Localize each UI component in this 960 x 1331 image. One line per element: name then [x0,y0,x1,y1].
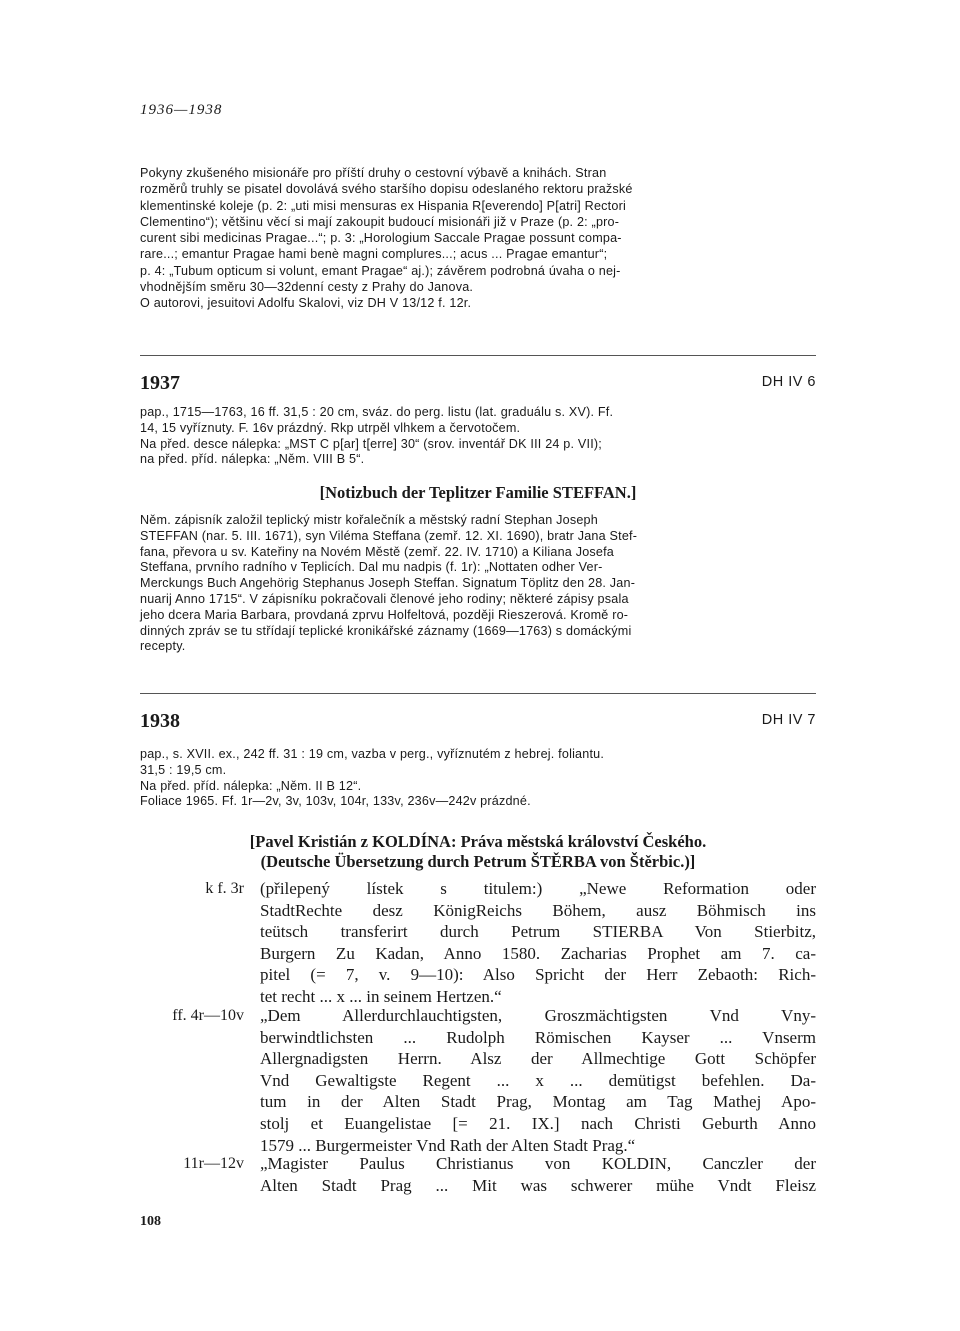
text-line: 1579 ... Burgermeister Vnd Rath der Alten Stadt Prag.“ [260,1135,636,1155]
text-line: Něm. zápisník založil teplický mistr kořalečník a městský radní Stephan Joseph [140,513,598,527]
entry-1937-title [140,483,816,503]
entry-1936-tail [140,165,816,312]
entry-1938-title [140,832,816,872]
text-line: Na před. příd. nálepka: „Něm. II B 12“. [140,778,362,793]
title-line: [Notizbuch der Teplitzer Familie STEFFAN.] [319,483,637,502]
text-line: tet recht ... x ... in seinem Hertzen.“ [260,986,502,1006]
text-line: Foliace 1965. Ff. 1r—2v, 3v, 103v, 104r, 133v, 236v—242v prázdné. [140,794,531,809]
text-line: berwindtlichsten ... Rudolph Römischen Kayser ... Vnserm [260,1027,816,1047]
text-line: dinných zpráv se tu střídají teplické kronikářské záznamy (1669—1763) s domáckými [140,623,632,638]
text-line: Burgern Zu Kadan, Anno 1580. Zacharias Prophet am 7. ca- [260,943,816,963]
running-header: 1936—1938 [140,102,223,118]
text-line: rozměrů truhly se pisatel dovolává svého staršího dopisu odeslaného rektoru pražské [140,182,633,197]
text-line: pap., s. XVII. ex., 242 ff. 31 : 19 cm, vazba v perg., vyříznutém z hebrej. foliantu. [140,747,605,761]
text-line: Pokyny zkušeného misionáře pro příští druhy o cestovní výbavě a knihách. Stran [140,166,607,180]
entry-signature: DH IV 7 [761,712,816,728]
folio-label: ff. 4r—10v [172,1007,244,1024]
folio-label: k f. 3r [205,880,244,897]
title-line: [Pavel Kristián z KOLDÍNA: Práva městská království Českého. [249,832,707,851]
page-number: 108 [140,1214,161,1229]
text-line: Na před. desce nálepka: „MST C p[ar] t[erre] 30“ (srov. inventář DK III 24 p. VII); [140,436,602,451]
entry-signature: DH IV 6 [761,374,816,390]
entry-1938-description [140,747,816,810]
text-line: jeho dcera Maria Barbara, provdaná zprvu Holfeltová, později Rieszerová. Kromě ro- [140,607,629,622]
text-line: teütsch transferirt durch Petrum STIERBA Von Stierbitz, [260,922,816,942]
text-line: p. 4: „Tubum opticum si volunt, emant Pragae“ aj.); závěrem podrobná úvaha o nej- [140,263,621,278]
entry-1937-description [140,405,816,468]
text-line: StadtRechte desz KönigReichs Böhem, ausz Böhmisch ins [260,900,816,920]
text-line: pitel (= 7, v. 9—10): Also Spricht der Herr Zebaoth: Rich- [260,965,816,985]
text-line: 31,5 : 19,5 cm. [140,762,227,777]
text-line: klementinské koleje (p. 2: „uti misi mensuras ex Hispania R[everendo] P[atri] Rectori [140,198,626,213]
text-line: „Magister Paulus Christianus von KOLDIN, Canczler der [260,1154,816,1173]
text-line: Clementino“); většinu věcí si mají zakoupit budoucí misionáři již v Praze (p. 2: „pro- [140,214,620,229]
text-line: Alten Stadt Prag ... Mit was schwerer mühe Vndt Fleisz [260,1175,816,1195]
folio-text [260,1153,816,1196]
text-line: Steffana, prvního radního v Teplicích. Dal mu nadpis (f. 1r): „Nottaten odher Ver- [140,560,603,575]
text-line: rare...; emantur Pragae hami benè magni complures...; acus ... Pragae emantur“; [140,247,608,262]
text-line: recepty. [140,639,186,654]
text-line: Allergnadigsten Herrn. Alsz der Allmechtige Gott Schöpfer [260,1049,816,1069]
text-line: vhodnějším směru 30—32denní cesty z Prahy do Janova. [140,280,474,295]
text-line: 14, 15 vyříznuty. F. 16v prázdný. Rkp utrpěl vlhkem a červotočem. [140,420,521,435]
entry-1937-content [140,513,816,655]
text-line: pap., 1715—1763, 16 ff. 31,5 : 20 cm, sváz. do perg. listu (lat. graduálu s. XV). Ff. [140,405,614,419]
text-line: na před. příd. nálepka: „Něm. VIII B 5“. [140,452,365,467]
text-line: curent sibi medicinas Pragae...“; p. 3: „Horologium Saccale Pragae possunt compa- [140,231,622,246]
folio-text [260,1005,816,1156]
text-line: (přilepený lístek s titulem:) „Newe Reformation oder [260,879,816,898]
text-line: tum in der Alten Stadt Prag, Montag am Tag Mathej Apo- [260,1092,816,1112]
entry-number: 1938 [140,710,180,732]
entry-number: 1937 [140,372,180,394]
text-line: Vnd Gewaltigste Regent ... x ... demütigst befehlen. Da- [260,1070,816,1090]
text-line: STEFFAN (nar. 5. III. 1671), syn Viléma Steffana (zemř. 12. XI. 1690), bratr Jana Stef- [140,528,638,543]
author-note: O autorovi, jesuitovi Adolfu Skalovi, viz DH V 13/12 f. 12r. [140,296,472,311]
text-line: Merckungs Buch Angehörig Stephanus Joseph Steffan. Signatum Töplitz den 28. Jan- [140,576,636,591]
section-divider [140,355,816,356]
text-line: stolj et Euangelistae [= 21. IX.] nach Christi Geburth Anno [260,1113,816,1133]
text-line: „Dem Allerdurchlauchtigsten, Groszmächtigsten Vnd Vny- [260,1006,816,1025]
folio-text [260,878,816,1008]
text-line: fana, převora u sv. Kateřiny na Novém Městě (zemř. 22. IV. 1710) a Kiliana Josefa [140,544,615,559]
text-line: nuarij Anno 1715“. V zápisníku pokračovali členové jeho rodiny; některé zápisy psala [140,591,629,606]
title-line: (Deutsche Übersetzung durch Petrum ŠTĚRBA von Štěrbic.)] [260,852,696,871]
section-divider [140,693,816,694]
folio-label: 11r—12v [183,1155,244,1172]
